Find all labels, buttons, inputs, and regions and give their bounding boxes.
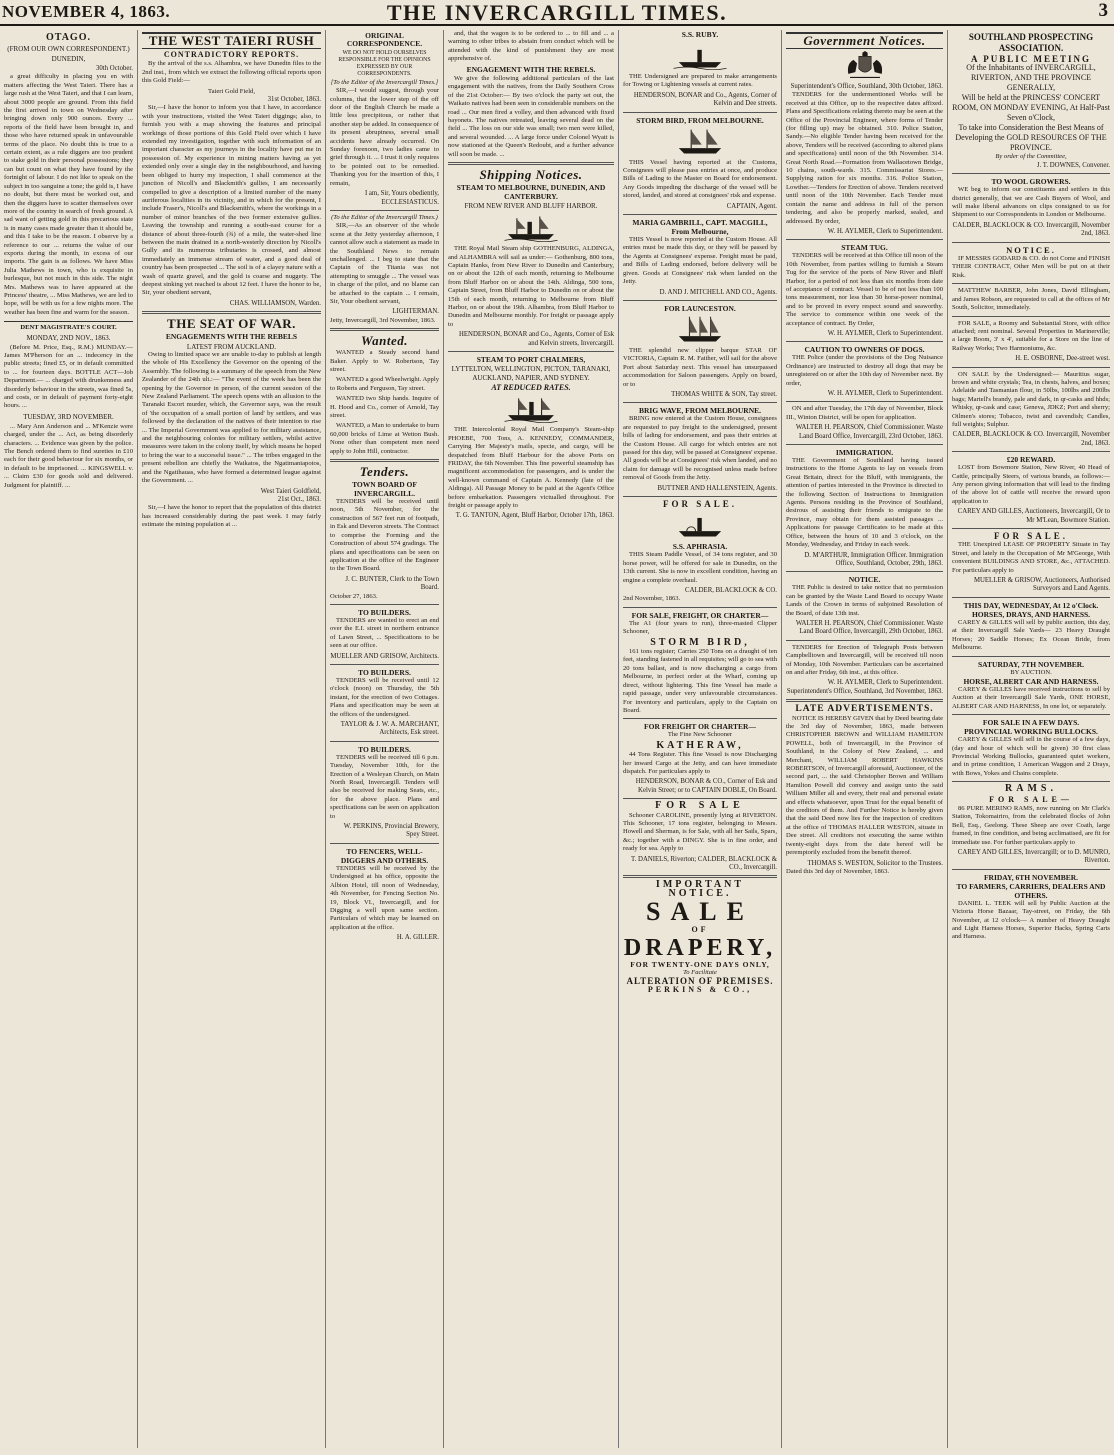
ruby-notice: THE Undersigned are prepared to make arrangements for Towing or Lightening vessels at current rates.	[623, 73, 777, 89]
auckland-subheading: LATEST FROM AUCKLAND.	[186, 342, 277, 351]
war-report-continued: and, that the wagon is to be ordered to ... to fill and ... a warning to other tribes to abstain from conduct which will be attended with the kind of punishment they are most apprehensive of.	[448, 30, 614, 63]
divider	[623, 718, 777, 719]
column-3	[326, 30, 444, 1448]
meeting-convener: J. T. DOWNES, Convener.	[1036, 161, 1110, 169]
auction-today-heading: THIS DAY, WEDNESDAY, At 12 o'Clock.	[963, 600, 1099, 610]
correspondent-note: (FROM OUR OWN CORRESPONDENT.)	[7, 45, 130, 53]
aphrasia-name: S.S. APHRASIA.	[672, 542, 728, 552]
divider	[952, 714, 1110, 715]
divider	[623, 798, 777, 799]
wanted-heading: Wanted.	[361, 333, 408, 349]
seat-of-war-headline: THE SEAT OF WAR.	[167, 316, 296, 332]
letter-1-closing: I am, Sir, Yours obediently,	[364, 190, 439, 198]
immigration-heading: IMMIGRATION.	[835, 448, 894, 458]
divider	[330, 843, 439, 844]
tender-3-heading: TO BUILDERS.	[358, 667, 411, 677]
aphrasia-date: 2nd November, 1863.	[623, 595, 681, 603]
bullocks-notice: CAREY & GILLES will sell in the course of a few days, (day and hour of which will be given) 30 first class Provincial Working Bullocks, guaranteed quiet workers, and in prime condition, 1 American Waggon and 2 Drays, with Bows, Yokes and Chains complete.	[952, 736, 1110, 777]
rams-notice: 86 PURE MERINO RAMS, now running on Mr Clark's Station, Tokomairiro, from the celebrated flocks of John Bell, Esq., Geelong. These Sheep are over Coath, large framed, in fine condition, and being acclimatised, are fit for immediate use. For further particulars apply to	[952, 804, 1110, 846]
west-taieri-headline: THE WEST TAIERI RUSH	[142, 32, 321, 49]
wanted-baker: WANTED a Steady second hand Baker. Apply to W. Robertson, Tay street.	[330, 349, 439, 373]
steam-melbourne-agents: HENDERSON, BONAR and Co., Agents, Corner of Esk and Kelvin streets, Invercargill.	[458, 331, 614, 347]
meeting-venue: Will be held at the PRINCESS' CONCERT ROOM, ON MONDAY EVENING, At Half-Past Seven o'Clock,	[952, 93, 1110, 123]
court-report: (Before M. Price, Esq., R.M.) MUNDAY.—James M'Pherson for an ... indecency in the public streets; fined £5, or in default committed to ... for fourteen days. BOTTLE ACT—Job Department.— ... charged with drunkenness and disorderly behaviour in the streets, was fined 5s, and costs, or in default of payment forty-eight hours. ...	[4, 343, 133, 410]
divider	[4, 321, 133, 322]
engagement-heading: ENGAGEMENT WITH THE REBELS.	[466, 64, 596, 74]
letter-1-address: [To the Editor of the Invercargill Times.]	[330, 78, 439, 86]
goods-on-sale: ON SALE by the Undersigned:— Mauritius sugar, brown and white crystals; Tea, in chests, halves, and boxes; Adelaide and Tasmanian flour, in 50lbs, 100lbs and 200lbs bags; Martell's brandy, pale and dark, in qr-casks and hhds; Whisky, qr-cask and case; Geneva, JDKZ; Port and sherry; Oilmen's stores; Tobacco, twist and cavendish; Candles, full weights; Sulphur.	[952, 370, 1110, 428]
otago-letter: a great difficulty in placing you en with matters affecting the West Taieri. There has a large rush at the West Taieri, and that I can learn, about 3000 people are ground. From this field the first arrived in town on Wednesday after bringing down only 900 ounces. Every ... reports of the field have been brought in, and those who have returned speak in unfavourable terms of the place. No doubt this is true to a certain extent, as a rule diggers are too prudent to stake gold in their personal possessions; they can but count on what they have found by the fortnight of labour. I do not like to speak on the subject in too sanguine a tone; the gold is, I have no doubt, but there must be worked out, and then the diggers have to scatter themselves over more of the country in search of fresh ground. A sad want of getting gold in this precarious state is in many cases made greater than it should be, and this I take to be the reason. I observe by a reference to our ... returns the value of our exports during the month, in excess of our imports. The gain is as follows. We have Miss Julia Mathews in town, who is exquisite in burlesque, but not much in this side. The night Mrs. Mathews was to have appeared at the Princess' theatre, ... Miss Mathews, we are led to hope, will be with us for a few nights more. The weather has been fine and warm for the season.	[4, 73, 134, 316]
storm-bird-sale-heading: FOR SALE, FREIGHT, OR CHARTER—	[631, 610, 769, 620]
column-2	[138, 30, 326, 1448]
divider	[952, 528, 1110, 529]
phoebe-agent: T. G. TANTON, Agent, Bluff Harbor, October 17th, 1863.	[455, 512, 614, 520]
tender-2: TENDERS are wanted to erect an end over the E.I. street in northern entrance of Lawn Street, ... Specifications to be seen at our office.	[330, 616, 439, 650]
maria-gambrill-heading: MARIA GAMBRILL, CAPT. MACGILL, From Melbourne,	[632, 218, 768, 237]
katheraw-name: KATHERAW,	[656, 739, 744, 751]
goods-seller: CALDER, BLACKLOCK & CO. Invercargill, November 2nd, 1863.	[952, 431, 1110, 447]
aphrasia-heading: FOR SALE.	[662, 499, 737, 509]
court-report-2: ... Mary Ann Anderson and ... M'Kenzie were charged, under the ... Act, as being disorderly characters. ... Evidence was given by the police. The Bench ordered them to find sureties in £10 each for their good behaviour for six months, or in default to be imprisoned. ... KINGSWELL v. ... Claim £30 for goods sold and delivered. Judgment for plaintiff. ...	[4, 422, 133, 489]
maria-gambrill-notice: THIS Vessel is now reported at the Custom House. All entries must be made this day, or they will be passed by the Agents at Consignees' expense. Freight must be paid, and Bills of Lading endorsed, before delivery will be given. Goods at Consignees' risk when landed on the Jetty.	[623, 236, 777, 286]
contract-notice: IF MESSRS GODARD & CO. do not Come and FINISH THEIR CONTRACT, Other Men will be put on at their Risk.	[952, 255, 1110, 279]
telegraph-tenders: TENDERS for Erection of Telegraph Posts between Campbelltown and Invercargill, will be received till noon of Monday, 10th November. Particulars can be ascertained on and after Friday, 6th inst., at this office.	[786, 643, 943, 676]
storm-bird-sale-intro: The A1 (four years to run), three-masted Clipper Schooner,	[623, 619, 777, 636]
drapery-reason-intro: To Facilitate	[683, 969, 717, 977]
public-works-tenders: TENDERS for the undermentioned Works will be received at this Office, up to the respective dates affixed. Plans and Specifications relating thereto may be seen at the Office of the Provincial Engineer, where forms of Tender (for filling up) may be obtained. 310. Police Station, Sandy.—No eligible Tender having been received for the above, Tenders will be received (according to altered plans and specifications) until noon of the 9th November. 314. Great North Road.—Formation from Wallacetown Bridge, 10 chains, south-wards. 315. Commissariat Stores.—Supplying ration for six months. 316. Police Station, Lowther.—Tenders for Erection of above. Tenders received until noon of the 10th November. Each Tender must contain the name and address in full of the person tendering, and also be properly marked, sealed, and addressed. By order,	[786, 91, 943, 225]
storm-bird-name: STORM BIRD,	[650, 636, 750, 648]
second-report-place: West Taieri Goldfield,	[260, 487, 321, 495]
steam-tug-heading: STEAM TUG.	[841, 243, 888, 253]
correspondence-heading: ORIGINAL CORRESPONDENCE.	[346, 31, 423, 49]
wanted-lime-burner: WANTED, a Man to undertake to burn 60,000 bricks of Lime at Wetton Bush. None other than competent men need apply to John Hill, contractor.	[330, 422, 439, 455]
call-at-office-notice: MATTHEW BARBER, John Jones, David Ellingham, and James Robson, are requested to call at the offices of Mr South, Solicitor, immediately.	[952, 287, 1110, 312]
court-day-heading: TUESDAY, 3RD NOVEMBER.	[23, 412, 114, 421]
column-1	[0, 30, 138, 1448]
rams-for-sale: FOR SALE—	[989, 794, 1073, 804]
drapery-duration: FOR TWENTY-ONE DAYS ONLY,	[630, 959, 770, 969]
phoebe-notice: THE Intercolonial Royal Mail Company's Steam-ship PHOEBE, 700 Tons, A. KENNEDY, COMMANDER, Carrying Her Majesty's mails, specie, and cargo, will be despatched from Bluff Harbour for the above Ports on FRIDAY, the 6th November. This fine powerful steamship has magnificent accommodation for passengers, and is under the well-known command of Captain A. Kennedy (late of the Aldinga). All Passage Money to be paid at the Agent's Office before embarkation. Passengers victualled throughout. For freight or passage apply to	[448, 426, 614, 510]
storm-bird-heading: STORM BIRD, FROM MELBOURNE.	[636, 115, 764, 125]
engagements-subheading: ENGAGEMENTS WITH THE REBELS	[165, 332, 298, 342]
wool-growers-heading: TO WOOL GROWERS.	[991, 177, 1071, 187]
shipping-notices-heading: Shipping Notices.	[479, 167, 583, 183]
reports-subheading: CONTRADICTORY REPORTS.	[163, 50, 300, 59]
dateline-date: 30th October.	[96, 65, 133, 72]
sailing-ship-icon	[673, 127, 727, 157]
tender-5-signature: H. A. GILLER.	[396, 934, 439, 942]
dateline-place: DUNEDIN,	[51, 55, 86, 63]
divider	[623, 496, 777, 497]
waste-land-notice: THE Public is desired to take notice that no permission can be granted by the Waste Land Board to occupy Waste Lands of the Crown in terms of subjoined Resolution of the Board, of date 13th inst.	[786, 584, 943, 617]
tender-4: TENDERS will be received till 6 p.m. Tuesday, November 10th, for the Erection of a Wesleyan Church, on Main North Road, Invercargill. Tenders will also be received for making Seats, etc., for the above place. Plans and specifications can be seen on application to	[330, 753, 439, 820]
tender-5-heading: TO FENCERS, WELL-DIGGERS AND OTHERS.	[340, 846, 429, 865]
column-6	[782, 30, 948, 1448]
letter-1: SIR,—I would suggest, through your columns, that the lower step of the off door of the English Church be made a little less precipitous, or rather that another step be added. In consequence of its present abruptness, several small accidents have already occurred. On Sunday forenoon, two ladies came to grief through it. ... I trust it only requires to be pointed out to be remedied. Thanking you for the insertion of this, I remain,	[330, 87, 439, 187]
letter-2-date: Jetty, Invercargill, 3rd November, 1863.	[330, 316, 436, 324]
steam-melbourne-heading: STEAM TO MELBOURNE, DUNEDIN, AND CANTERBURY.	[456, 183, 606, 202]
drapery-of: OF	[691, 925, 709, 935]
royal-arms-icon	[843, 51, 887, 81]
steam-port-chalmers-ports: LYTTELTON, WELLINGTON, PICTON, TARANAKI, AUCKLAND, NAPIER, AND SYDNEY.	[451, 364, 611, 382]
albert-car-heading: HORSE, ALBERT CAR AND HARNESS.	[963, 676, 1099, 686]
column-4	[444, 30, 619, 1448]
caroline-agents: T. DANIELS, Riverton; CALDER, BLACKLOCK & CO., Invercargill.	[631, 855, 777, 871]
war-report: Owing to limited space we are unable to-day to publish at length the whole of His Excellency the Governor on the opening of the Assembly. The following is a summary of the speech from the New Zealander of the 24th ult.:— "The event of the week has been the opening by the Governor in person, of the current session of the New Zealand Parliament. The speech opens with an allusion to the Taranaki Escort murder, which, the Governor says, was the result of 'the occupation of a small portion of land' by settlers, and was followed by the declaration of the natives of their intention to rise ... The Imperial Government was applied to for military assistance, and the neighbouring colonies for military settlers, whilst active measures were taken in the colony itself, by which means he hoped to bring the war to a successful issue." ... The tribes engaged in the present rebellion are chiefly the Waikatos, the Ngatimaniapotos, and the Ngatihauas, who have formed a determined league against the Government. ...	[142, 351, 321, 485]
newspaper-title: THE INVERCARGILL TIMES.	[386, 0, 728, 25]
tenders-heading: Tenders.	[359, 464, 410, 480]
assignment-date: Dated this 3rd day of November, 1863.	[786, 867, 890, 875]
horses-drays-heading: HORSES, DRAYS, AND HARNESS.	[971, 609, 1091, 619]
by-auction: BY AUCTION.	[1010, 668, 1052, 676]
brig-wave-heading: BRIG WAVE, FROM MELBOURNE.	[638, 406, 762, 416]
bullocks-sale-heading: FOR SALE IN A FEW DAYS.	[982, 718, 1080, 728]
responsibility-note: WE DO NOT HOLD OURSELVES RESPONSIBLE FOR THE OPINIONS EXPRESSED BY OUR CORRESPONDENTS.	[338, 49, 431, 77]
telegraph-signature: W. H. AYLMER, Clerk to Superintendent. Superintendent's Office, Southland, 3rd November, 1863.	[786, 679, 943, 695]
steamship-icon	[504, 394, 558, 424]
goldfield-place: Taieri Gold Field,	[208, 87, 255, 95]
warden-signature: CHAS. WILLIAMSON, Warden.	[229, 299, 321, 307]
farmers-notice: DANIEL L. TEEK will sell by Public Auction at the Victoria Horse Bazaar, Tay-street, on Friday, the 6th November, at 12 o'clock— A number of Heavy Draught and Light Harness Horses, Superior Hacks, Spring Carts and Harness.	[952, 899, 1110, 941]
steam-port-chalmers-heading: STEAM TO PORT CHALMERS,	[476, 354, 586, 364]
government-notices-heading: Government Notices.	[786, 32, 943, 49]
divider	[448, 162, 614, 165]
assignment-notice: NOTICE IS HEREBY GIVEN that by Deed bearing date the 3rd day of November, 1863, made between CHRISTOPHER BROWN and WILLIAM HAMILTON POWELL, both of Invercargill, in the Province of Southland, in the Colony of New Zealand, ... and Merchant, WILLIAM ROBERT HAWKINS ROBERTSON, of Invercargill aforesaid, Auctioneer, of the second part, ... the said Christopher Brown and William Hamilton Powell did convey and assign unto the said William Miller all and every, their real and personal estate and effects whatsoever, upon Trust for the equal benefit of the creditors of them. And Further Notice is hereby given that the said Deed now lies for the inspection of creditors at the office of THOMAS HALLER WESTON, situate in Dee street. All creditors not executing the same within twenty-eight days from the date hereof will be peremptorily excluded from the benefit thereof.	[786, 714, 944, 857]
rams-heading: RAMS.	[1005, 783, 1057, 795]
divider	[142, 311, 321, 314]
notice-heading: NOTICE.	[1006, 244, 1056, 255]
tender-4-heading: TO BUILDERS.	[358, 744, 411, 754]
divider	[623, 300, 777, 301]
reward-contacts: CAREY AND GILLES, Auctioneers, Invercargill, Or to Mr M'Lean, Bowmore Station.	[957, 508, 1110, 524]
otago-heading: OTAGO.	[46, 32, 91, 43]
divider	[448, 351, 614, 352]
farmers-heading: TO FARMERS, CARRIERS, DEALERS AND OTHERS.	[956, 881, 1106, 900]
divider	[786, 341, 943, 342]
katheraw-notice: 44 Tons Register. This fine Vessel is now Discharging her inward Cargo at the Jetty, and can have immediate dispatch. For particulars apply to	[623, 751, 777, 775]
column-7	[948, 30, 1114, 1448]
divider	[330, 459, 439, 462]
tender-1-heading: TOWN BOARD OF INVERCARGILL.	[352, 480, 417, 499]
tender-2-signature: MUELLER AND GRISOW, Architects.	[330, 652, 439, 660]
storm-bird-notice: THIS Vessel having reported at the Customs, Consignees will please pass entries at once, and produce Bills of Lading to the Master on Board for endorsement. Any Goods impeding the discharge of the vessel will be stored, landed, and stored at consignees' risk and expense.	[623, 158, 777, 200]
steam-melbourne-subheading: FROM NEW RIVER AND BLUFF HARBOR.	[464, 202, 598, 211]
wanted-ship-hands: WANTED two Ship hands. Inquire of H. Hood and Co., corner of Arnold, Tay street.	[330, 395, 439, 420]
aphrasia-notice: THIS Steam Paddle Vessel, of 34 tons register, and 30 horse power, will be offered for sale in Dunedin, on the 13th current. She is now in excellent condition, having an engine a complete overhaul.	[623, 551, 777, 584]
issue-date: NOVEMBER 4, 1863.	[2, 2, 171, 21]
store-seller: H. E. OSBORNE, Dee-street west.	[1015, 355, 1110, 363]
waste-land-heading: NOTICE.	[848, 575, 881, 585]
divider	[952, 367, 1110, 368]
albert-car-notice: CAREY & GILLES have received instructions to sell by Auction at their Invercargill Sale Yards, ONE HORSE, ALBERT CAR AND HARNESS, In one lot, or separately.	[952, 685, 1110, 710]
letter-2: SIR,—As an observer of the whole scene at the Jetty yesterday afternoon, I cannot allow such a statement as made in the Southland News to remain unchallenged. ... I beg to state that the Captain of the Titania was not attempting to smuggle ... The vessel was in charge of the pilot, and no blame can be attached to the captain ... I remain, Sir, Your obedient servant,	[330, 222, 439, 305]
letter-1-signature: ECCLESIASTICUS.	[381, 198, 439, 206]
tender-4-signature: W. PERKINS, Provincial Brewery, Spey Street.	[343, 823, 439, 839]
wool-growers-signature: CALDER, BLACKLOCK & CO. Invercargill, November 2nd, 1863.	[952, 221, 1110, 238]
horses-drays-notice: CAREY & GILLES will sell by public auction, this day, at their Invercargill Sale Yards— 23 Heavy Draught Horses; 20 Saddle Horses; Ex Ocean Bride, from Melbourne.	[952, 618, 1110, 652]
saturday-auction-heading: SATURDAY, 7TH NOVEMBER.	[978, 659, 1084, 669]
reward-notice: LOST from Bowmore Station, New River, 40 Head of Cattle, principally Steers, of various brands, as follows:— Any person giving information that will lead to the finding of the above lot of cattle will receive the reward upon application to	[952, 464, 1110, 505]
katheraw-intro: The Fine New Schooner	[667, 731, 733, 739]
storm-bird-sale-notice: 161 tons register; Carries 250 Tons on a draught of ten feet, standing fastened in all requisites; will go to sea with 20 tons ballast, and is now discharging a cargo from Melbourne, in perfect order at the Wharf, coming up direct, without lightering. This fine Vessel has made a rapid passage, under very unfavourable circumstances. For inventory and particulars, apply to the Captain on Board.	[623, 648, 777, 714]
storm-bird-agent: CAPTAIN, Agent.	[726, 202, 777, 210]
friday-auction-heading: FRIDAY, 6TH NOVEMBER.	[983, 872, 1079, 882]
divider	[330, 328, 439, 331]
engagement-report: We give the following additional particulars of the last engagement with the natives, from the Daily Southern Cross of the 21st October:— By two o'clock the party set out, the Waikato natives had been seen in considerable numbers on the road ... Our men fired a volley, and then advanced with fixed bayonets. The natives retreated, leaving several dead on the field ... The loss on our side was small; two men were killed, and several wounded. ... A large force under Colonel Wyatt is now stationed at the Queen's Redoubt, and a further advance will soon be made. ...	[448, 75, 614, 158]
drapery-notice-heading: IMPORTANT NOTICE.	[655, 879, 745, 899]
divider	[952, 869, 1110, 870]
katheraw-agents: HENDERSON, BONAR & CO., Corner of Esk and Kelvin Street; or to CAPTAIN DOBLE, On Board.	[635, 778, 777, 794]
tender-1-date: October 27, 1863.	[330, 592, 378, 600]
divider	[623, 607, 777, 608]
lease-for-sale-heading: FOR SALE.	[993, 531, 1068, 542]
wool-growers-notice: WE beg to inform our constituents and settlers in this district generally, that we are Cash Buyers of Wool, and will make liberal advances on clips consigned to us for Shipment to our Correspondents in London or Melbourne.	[952, 186, 1110, 219]
caroline-notice: Schooner CAROLINE, presently lying at RIVERTON. This Schooner, 17 tons register, belonging to Messrs. Howell and Sherman, is for Sale, with all her Sails, Spars, &c.; together with a DINGY. She is in fine order, and ready for sea. Apply to	[623, 811, 777, 853]
ruby-agents: HENDERSON, BONAR and Co., Agents, Corner of Kelvin and Dee streets.	[633, 91, 777, 108]
divider	[786, 444, 943, 445]
reward-heading: £20 REWARD.	[1006, 455, 1056, 465]
reduced-rates: AT REDUCED RATES.	[491, 382, 571, 392]
divider	[330, 664, 439, 665]
waste-land-signature: WALTER H. PEARSON, Chief Commissioner. Waste Land Board Office, Invercargill, 29th October, 1863.	[795, 619, 943, 636]
launceston-heading: FOR LAUNCESTON.	[664, 303, 736, 313]
divider	[786, 571, 943, 572]
aphrasia-agents: CALDER, BLACKLOCK & CO.	[685, 587, 777, 595]
late-advertisements-heading: LATE ADVERTISEMENTS.	[795, 704, 934, 715]
divider	[952, 656, 1110, 657]
paddle-steamer-icon	[673, 510, 727, 540]
sailing-ship-icon	[673, 315, 727, 345]
tender-3: TENDERS will be received until 12 o'clock (noon) on Thursday, the 5th instant, for the erection of two Cottages. Plans and specification may be seen at the offices of the undersigned.	[330, 676, 439, 718]
rams-agents: CAREY AND GILLES, Invercargill; or to D. MUNRO, Riverton.	[957, 849, 1110, 865]
lease-agents: MUELLER & GRISOW, Auctioneers, Authorised Surveyors and Land Agents.	[973, 577, 1110, 593]
divider	[330, 210, 439, 211]
prospecting-association-heading: SOUTHLAND PROSPECTING ASSOCIATION.	[968, 32, 1094, 53]
superintendent-office-dateline: Superintendent's Office, Southland, 30th October, 1863.	[790, 83, 943, 90]
brig-wave-notice: BRING now entered at the Custom House, consignees are requested to pay freight to the undersigned, present bills of lading for endorsement, and pass their entries at the Custom House. All cargo for which entries are not passed for this day, will be passed at Consignees' expense. All goods will be at Consignees' risk when landed, and no claim for damage will be recognised unless made before removal of Goods from the Jetty.	[623, 415, 777, 482]
wanted-wheelwright: WANTED a good Wheelwright. Apply to Roberts and Ferguson, Tay street.	[330, 376, 439, 392]
divider	[786, 699, 943, 702]
bullocks-heading: PROVINCIAL WORKING BULLOCKS.	[964, 727, 1098, 737]
public-works-signature: W. H. AYLMER, Clerk to Superintendent.	[827, 227, 943, 235]
immigration-notice: THE Government of Southland having issued instructions to the Home Agents to lay on vessels from Great Britain, direct for the Bluff, with immigrants, the attention of parties interested in the Province is directed to the following Section of Instructions to Immigration Agents. Persons residing in the Province of Southland, desirous of assisting their friends to emigrate to the Province, may obtain for them assisted passages ... Applications for passage Certificates to be made at this Office, between the hours of 10 and 3 o'clock, on the Monday, Wednesday, and Friday in each week.	[786, 457, 943, 549]
divider	[623, 875, 777, 878]
court-heading: DENT MAGISTRATE'S COURT.	[20, 324, 117, 332]
steamship-icon	[673, 41, 727, 71]
tender-1-signature: J. C. BUNTER, Clerk to the Town Board.	[345, 575, 439, 592]
steamship-icon	[504, 213, 558, 243]
letter-2-signature: LIGHTERMAN.	[392, 308, 439, 316]
immigration-signature: D. M'ARTHUR, Immigration Officer. Immigration Office, Southland, October, 29th, 1863.	[804, 551, 943, 567]
drapery-reason: ALTERATION OF PREMISES.	[626, 976, 774, 987]
launceston-agents: THOMAS WHITE & SON, Tay street.	[671, 390, 777, 398]
drapery-word: DRAPERY,	[623, 934, 777, 961]
divider	[330, 604, 439, 605]
meeting-purpose: To take into Consideration the Best Means of Developing the GOLD RESOURCES OF THE PROVINCE.	[955, 123, 1107, 153]
second-report-date: 21st Oct., 1863.	[277, 495, 321, 503]
drapery-sale-word: SALE	[646, 897, 754, 927]
divider	[952, 316, 1110, 317]
store-for-sale: FOR SALE, a Roomy and Substantial Store, with office attached; rent nominal. Several Properties in Marinerville; a large Boom, 3' x 4', suitable for a Store on the line of Railway Works; Two Harmoniums, &c.	[952, 319, 1110, 352]
launceston-notice: THE splendid new clipper barque STAR OF VICTORIA, Captain R. M. Faither, will sail for the above Port about Saturday next. This vessel has unsurpassed accommodation for Saloon passengers. Apply on board, or to	[623, 346, 777, 388]
divider	[623, 214, 777, 215]
steam-melbourne-notice: THE Royal Mail Steam ship GOTHENBURG, ALDINGA, and ALHAMBRA will sail as under:— Gothenburg, 800 tons, Captain Hanks, from New River to Dunedin and Canterbury, on or about the 12th of each month, returning to Melbourne from Bluff Harbor on or about the 14th. Aldinga, 500 tons, Captain Street, from Bluff Harbor to Dunedin on or about the 15th of each month, returning to Melbourne from Bluff Harbor, on or about the 19th. Alhambra, from Bluff Harbor to Dunedin and Melbourne monthly. For freight or passage apply to	[448, 245, 614, 328]
winton-district-notice: ON and after Tuesday, the 17th day of November, Block III., Winton District, will be open for application.	[786, 405, 943, 421]
maria-gambrill-agents: D. AND J. MITCHELL AND CO., Agents.	[659, 288, 777, 296]
divider	[952, 781, 1110, 782]
divider	[952, 283, 1110, 284]
katheraw-heading: FOR FREIGHT OR CHARTER—	[644, 722, 756, 732]
divider	[623, 112, 777, 113]
divider	[952, 173, 1110, 174]
dogs-heading: CAUTION TO OWNERS OF DOGS.	[804, 345, 925, 355]
dogs-signature: W. H. AYLMER, Clerk to Superintendent.	[827, 390, 943, 397]
masthead	[0, 0, 1114, 26]
divider	[952, 242, 1110, 243]
drapery-firm: PERKINS & CO.,	[647, 984, 753, 994]
lease-notice: THE Unexpired LEASE OF PROPERTY Situate in Tay Street, and lately in the Occupation of Mr M'George, With convenient BUILDINGS AND STORE, &c., ATTACHED. For particulars apply to	[952, 541, 1110, 574]
dogs-notice: THE Police (under the provisions of the Dog Nuisance Ordinance) are instructed to destroy all dogs that may be unregistered on or after the 10th day of November next. By order,	[786, 354, 943, 387]
ruby-heading: S.S. RUBY.	[681, 30, 719, 39]
meeting-order: By order of the Committee,	[995, 153, 1067, 161]
divider	[786, 401, 943, 402]
page-number: 3	[1098, 0, 1108, 21]
steam-tug-signature: W. H. AYLMER, Clerk to Superintendent.	[827, 329, 943, 337]
caroline-heading: FOR SALE	[655, 800, 745, 812]
steam-tug-notice: TENDERS will be received at this Office till noon of the 10th November, from parties willing to furnish a Steam Tug for the service of the ports of New River and Bluff Harbor, for a period of not less than six months from date of acceptance of contract. Vessel to be of not less than 100 tons measurement, nor less than 30 horse-power nominal, and to be proved in every respect sound and seaworthy. The service to commence within one week of the acceptance of contract. By Order,	[786, 252, 943, 327]
divider	[330, 741, 439, 742]
divider	[952, 451, 1110, 452]
goldfield-date: 31st October, 1863.	[267, 96, 321, 104]
court-date: MONDAY, 2ND NOV., 1863.	[26, 333, 111, 342]
divider	[952, 597, 1110, 598]
meeting-invitees: Of the Inhabitants of INVERCARGILL, RIVERTON, AND THE PROVINCE GENERALLY,	[966, 63, 1096, 93]
winton-signature: WALTER H. PEARSON, Chief Commissioner. Waste Land Board Office, Invercargill, 23rd October, 1863.	[795, 424, 943, 440]
letter-2-address: (To the Editor of the Invercargill Times.)	[331, 213, 438, 221]
tender-3-signature: TAYLOR & J. W. A. MARCHANT, Architects, Esk street.	[340, 721, 439, 737]
second-report: Sir,—I have the honor to report that the population of this district has increased considerably during the past week. I may fairly estimate the mining population at ...	[142, 504, 321, 529]
tender-5: TENDERS will be received by the Undersigned at his office, opposite the Albion Hotel, till noon of Wednesday, 4th November, for Fencing Section No. 19, Block VI., Invercargill, and for Digging a well upon same section. Particulars of which may be learned on application at the office.	[330, 864, 439, 931]
column-5	[619, 30, 782, 1448]
tender-1: TENDERS will be received until noon, 5th November, for the construction of 567 feet run of footpath, in Esk and Deveron streets. The Contract to comprise the Forming and the Construction of about 574 gradings. The plans and specifications can be seen on application at the office of the Engineer to the Town Board.	[330, 498, 439, 573]
divider	[623, 402, 777, 403]
warden-report: Sir,—I have the honor to inform you that I have, in accordance with your instructions, visited the West Taieri diggings; also, to furnish you with a map showing the features and principal workings of those portions of this Gold Field over which I have extended my investigation, together with such information of an important character as my journeys in the locality have put me in possession of. My experience in mining matters having as yet extended only over a single day in the neighbourhood, and having been obliged to hurry my inspection, I shall commence at the junction of Nicoll's and Blackmith's gullies, I am necessarily compelled to give a description of a limited number of the many auriferous localities in its vicinity, and in which for the present, I include Fraser's, Nicoll's and Blacksmith's, where the workings in a number of minor branches of the two former extensive gullies. Leaving the township and running a south-east course for a distance of about three-fourth (¾) of a mile, the water-shed line between the main drained in a north-westerly direction by Nicoll's Gully and its numerous tributaries is crossed, and almost immediately an immense stream of water, and a good deal of country has been prospected ... The soil is of a clayey nature with a wash of quartz gravel, and the gold is coarse and nuggety. The deepest sinking yet reached is about 12 feet. I have the honor to be, Sir, your obedient servant,	[142, 104, 321, 297]
public-meeting-heading: A PUBLIC MEETING	[970, 54, 1091, 64]
assignment-signature: THOMAS S. WESTON, Solicitor to the Trustees.	[807, 859, 943, 867]
brig-wave-agents: BUTTNER AND HALLENSTEIN, Agents.	[657, 484, 777, 492]
divider	[786, 640, 943, 641]
reports-intro: By the arrival of the s.s. Alhambra, we have Dunedin files to the 2nd inst., from which we extract the following official reports upon this Gold Field:—	[142, 60, 321, 85]
divider	[786, 239, 943, 240]
tender-2-heading: TO BUILDERS.	[358, 607, 411, 617]
